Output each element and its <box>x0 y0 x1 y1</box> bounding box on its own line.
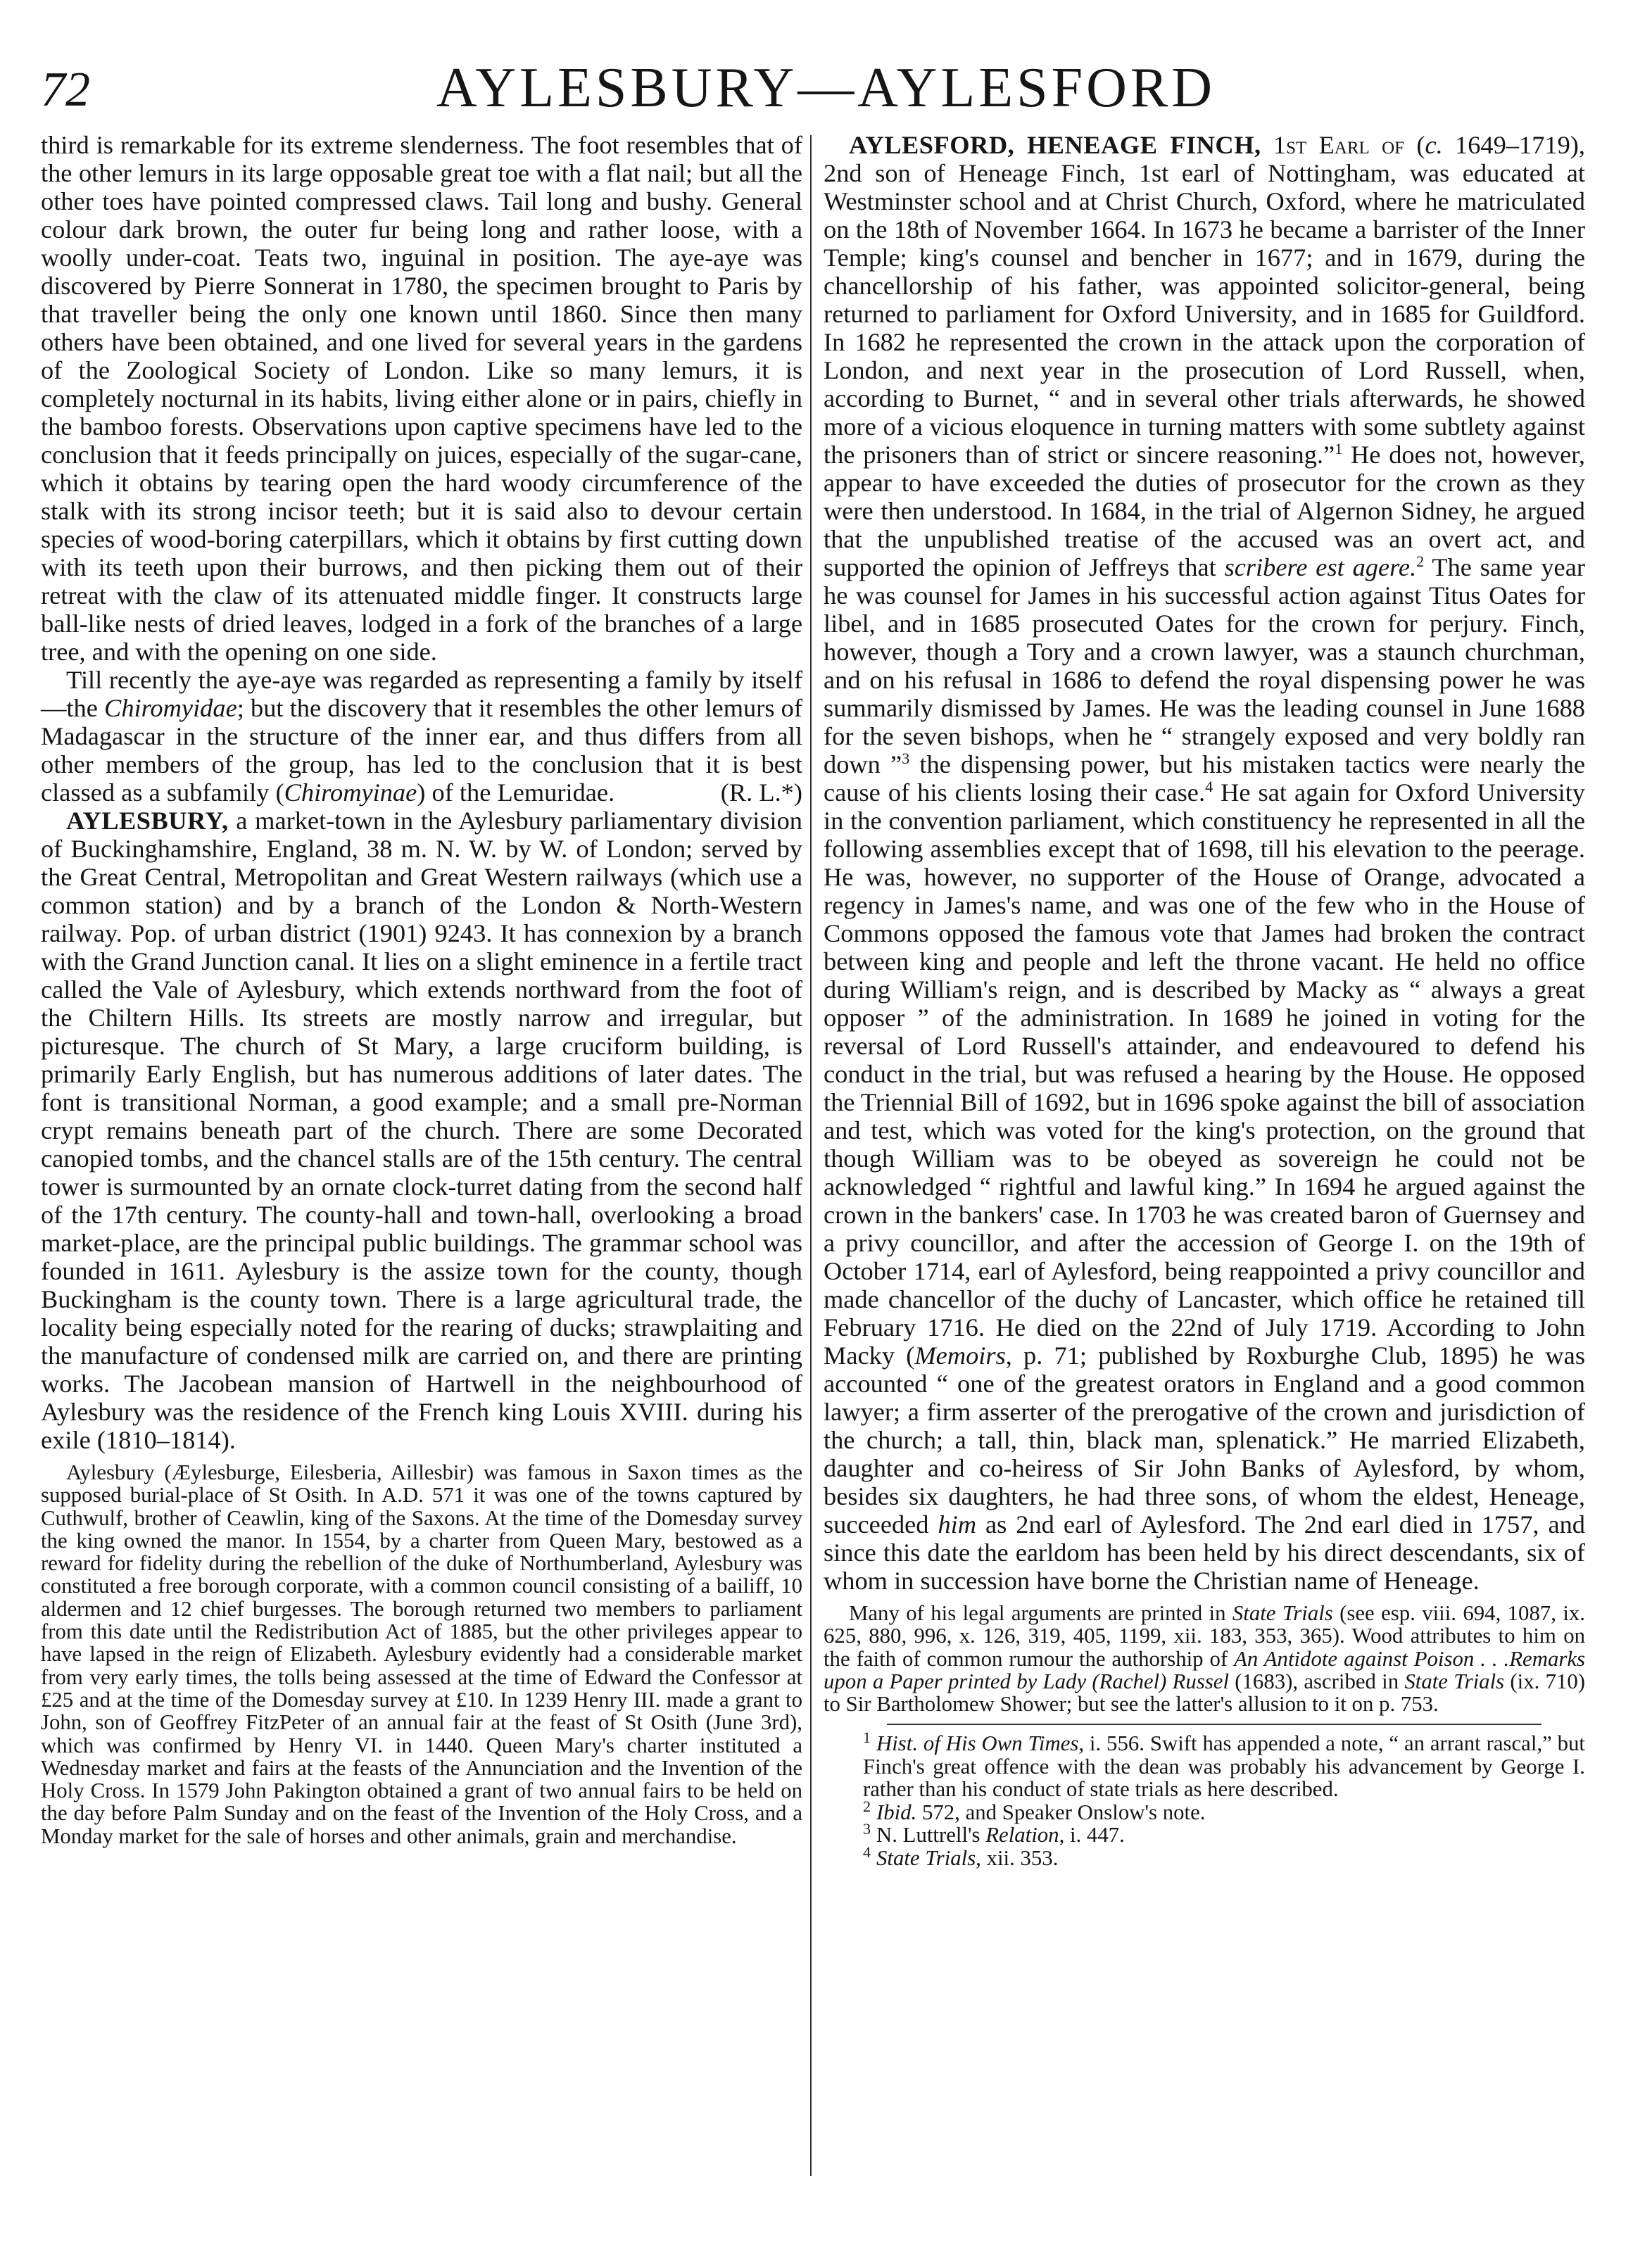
aylesbury-entry: AYLESBURY, a market-town in the Aylesbury parliamentary division of Buckinghamshire, England, 38 m. N. W. by W. of London; served by the Great Central, Metropolitan and Great Western railways (which use a common station) and by a branch of the London & North-Western railway. Pop. of urban district (1901) 9243. It has connexion by a branch with the Grand Junction canal. It lies on a slight eminence in a fertile tract called the Vale of Aylesbury, which extends northward from the foot of the Chiltern Hills. Its streets are mostly narrow and irregular, but picturesque. The church of St Mary, a large cruciform building, is primarily Early English, but has numerous additions of later dates. The font is transitional Norman, a good example; and a small pre-Norman crypt remains beneath part of the church. There are some Decorated canopied tombs, and the chancel stalls are of the 15th century. The central tower is surmounted by an ornate clock-turret dating from the second half of the 17th century. The county-hall and town-hall, overlooking a broad market-place, are the principal public buildings. The grammar school was founded in 1611. Aylesbury is the assize town for the county, though Buckingham is the county town. There is a large agricultural trade, the locality being especially noted for the rearing of ducks; strawplaiting and the manufacture of condensed milk are carried on, and there are printing works. The Jacobean mansion of Hartwell in the neighbourhood of Aylesbury was the residence of the French king Louis XVIII. during his exile (1810–1814). <box>41 807 802 1454</box>
column-divider <box>810 135 812 2176</box>
right-column <box>824 131 1585 1869</box>
footnote-rule <box>887 1724 1541 1725</box>
taxon-chiromyidae: Chiromyidae <box>104 694 237 722</box>
footnote-4: $^4$ State Trials, xii. 353. <box>863 1843 1059 1870</box>
taxon-chiromyinae: Chiromyinae <box>284 778 417 807</box>
page-number: 72 <box>41 63 90 117</box>
aylesbury-history-note: Aylesbury (Æylesburge, Eilesberia, Aillesbir) was famous in Saxon times as the supposed burial-place of St Osith. In A.D. 571 it was one of the towns captured by Cuthwulf, brother of Ceawlin, king of the Saxons. At the time of the Domesday survey the king owned the manor. In 1554, by a charter from Queen Mary, bestowed as a reward for fidelity during the rebellion of the duke of Northumberland, Aylesbury was constituted a free borough corporate, with a common council consisting of a bailiff, 10 aldermen and 12 chief burgesses. The borough returned two members to parliament from this date until the Redistribution Act of 1885, but the other privileges appear to have lapsed in the reign of Elizabeth. Aylesbury evidently had a considerable market from very early times, the tolls being assessed at the time of Edward the Confessor at £25 and at the time of the Domesday survey at £10. In 1239 Henry III. made a grant to John, son of Geoffrey FitzPeter of an annual fair at the feast of St Osith (June 3rd), which was confirmed by Henry VI. in 1440. Queen Mary's charter instituted a Wednesday market and fairs at the feasts of the Annunciation and the Invention of the Holy Cross. In 1579 John Pakington obtained a grant of two annual fairs to be held on the day before Palm Sunday and on the feast of the Invention of the Holy Cross, and a Monday market for the sale of horses and other animals, grain and merchandise. <box>41 1460 802 1848</box>
left-column <box>41 131 802 1847</box>
footnote-ref-4[interactable]: 4 <box>1205 777 1213 795</box>
footnote-ref-1[interactable]: 1 <box>1335 439 1343 457</box>
aylesford-heading: AYLESFORD, HENEAGE FINCH, <box>849 131 1261 159</box>
footnote-1: $^1$ Hist. of His Own Times, i. 556. Swift has appended a note, “ an arrant rascal,” but Finch's great offence with the dean was probably his advancement by George I. rather than his conduct of state trials as here described. <box>863 1729 1585 1802</box>
footnote-ref-2[interactable]: 2 <box>1416 552 1425 570</box>
aylesford-entry: AYLESFORD, HENEAGE FINCH, 1st Earl of (c. 1649–1719), 2nd son of Heneage Finch, 1st earl of Nottingham, was educated at Westminster school and at Christ Church, Oxford, where he matriculated on the 18th of November 1664. In 1673 he became a barrister of the Inner Temple; king's counsel and bencher in 1677; and in 1679, during the chancellorship of his father, was appointed solicitor-general, being returned to parliament for Oxford University, and in 1685 for Guildford. In 1682 he represented the crown in the attack upon the corporation of London, and next year in the prosecution of Lord Russell, when, according to Burnet, “ and in several other trials afterwards, he showed more of a vicious eloquence in turning matters with some subtlety against the prisoners than of strict or sincere reasoning.”$^1$ He does not, however, appear to have exceeded the duties of prosecutor for the crown as they were then understood. In 1684, in the trial of Algernon Sidney, he argued that the unpublished treatise of the accused was an overt act, and supported the opinion of Jeffreys that scribere est agere.$^2$ The same year he was counsel for James in his successful action against Titus Oates for libel, and in 1685 prosecuted Oates for the crown for perjury. Finch, however, though a Tory and a crown lawyer, was a staunch churchman, and on his refusal in 1686 to defend the royal dispensing power he was summarily dismissed by James. He was the leading counsel in June 1688 for the seven bishops, when he “ strangely exposed and very boldly ran down ”$^3$ the dispensing power, but his mistaken tactics were nearly the cause of his clients losing their case.$^4$ He sat again for Oxford University in the convention parliament, which constituency he represented in all the following assemblies except that of 1698, till his elevation to the peerage. He was, however, no supporter of the House of Orange, advocated a regency in James's name, and was one of the few who in the House of Commons opposed the famous vote that James had broken the contract between king and people and left the throne vacant. He held no office during William's reign, and is described by Macky as “ always a great opposer ” of the administration. In 1689 he joined in voting for the reversal of Lord Russell's attainder, and endeavoured to defend his conduct in the trial, but was refused a hearing by the House. He opposed the Triennial Bill of 1692, but in 1696 spoke against the bill of association and test, which was voted for the king's protection, on the ground that though William was to be obeyed as sovereign he could not be acknowledged “ rightful and lawful king.” In 1694 he argued against the crown in the bankers' case. In 1703 he was created baron of Guernsey and a privy councillor, and after the accession of George I. on the 19th of October 1714, earl of Aylesford, being reappointed a privy councillor and made chancellor of the duchy of Lancaster, which office he retained till February 1716. He died on the 22nd of July 1719. According to John Macky (Memoirs, p. 71; published by Roxburghe Club, 1895) he was accounted “ one of the greatest orators in England and a good common lawyer; a firm asserter of the prerogative of the crown and jurisdiction of the church; a tall, thin, black man, splenatick.” He married Elizabeth, daughter and co-heiress of Sir John Banks of Aylesford, by whom, besides six daughters, he had three sons, of whom the eldest, Heneage, succeeded him as 2nd earl of Aylesford. The 2nd earl died in 1757, and since this date the earldom has been held by his direct descendants, six of whom in succession have borne the Christian name of Heneage. <box>824 131 1586 1595</box>
legal-arguments-note: Many of his legal arguments are printed in State Trials (see esp. viii. 694, 1087, ix. 625, 880, 996, x. 126, 319, 405, 1199, xii. 183, 353, 365). Wood attributes to him on the faith of common rumour the authorship of An Antidote against Poison . . .Remarks upon a Paper printed by Lady (Rachel) Russel (1683), ascribed in State Trials (ix. 710) to Sir Bartholomew Shower; but see the latter's allusion to it on p. 753. <box>824 1601 1585 1717</box>
footnote-3: $^3$ N. Luttrell's Relation, i. 447. <box>863 1820 1125 1847</box>
author-signature: (R. L.*) <box>720 778 802 807</box>
running-head: AYLESBURY—AYLESFORD <box>436 57 1216 119</box>
aye-aye-paragraph-1: third is remarkable for its extreme slenderness. The foot resembles that of the other lemurs in its large opposable great toe with a flat nail; but all the other toes have pointed compressed claws. Tail long and bushy. General colour dark brown, the outer fur being long and rather loose, with a woolly under-coat. Teats two, inguinal in position. The aye-aye was discovered by Pierre Sonnerat in 1780, the specimen brought to Paris by that traveller being the only one known until 1860. Since then many others have been obtained, and one lived for several years in the gardens of the Zoological Society of London. Like so many lemurs, it is completely nocturnal in its habits, living either alone or in pairs, chiefly in the bamboo forests. Observations upon captive specimens have led to the conclusion that it feeds principally on juices, especially of the sugar-cane, which it obtains by tearing open the hard woody circumference of the stalk with its strong incisor teeth; but it is said also to devour certain species of wood-boring caterpillars, which it obtains by first cutting down with its teeth upon their burrows, and then picking them out of their retreat with the claw of its attenuated middle finger. It constructs large ball-like nests of dried leaves, lodged in a fork of the branches of a large tree, and with the opening on one side. <box>41 131 802 666</box>
latin-phrase: scribere est agere. <box>1224 553 1417 581</box>
footnote-2: $^2$ Ibid. 572, and Speaker Onslow's note. <box>863 1797 1206 1824</box>
page-header <box>0 56 1652 141</box>
aye-aye-paragraph-2: Till recently the aye-aye was regarded as representing a family by itself—the Chiromyidae; but the discovery that it resembles the other lemurs of Madagascar in the structure of the inner ear, and thus differs from all other members of the group, has led to the conclusion that it is best classed as a subfamily (Chiromyinae) of the Lemuridae. (R. L.*) <box>41 666 802 807</box>
aylesbury-heading: AYLESBURY, <box>66 807 229 835</box>
footnote-ref-3[interactable]: 3 <box>902 749 910 767</box>
